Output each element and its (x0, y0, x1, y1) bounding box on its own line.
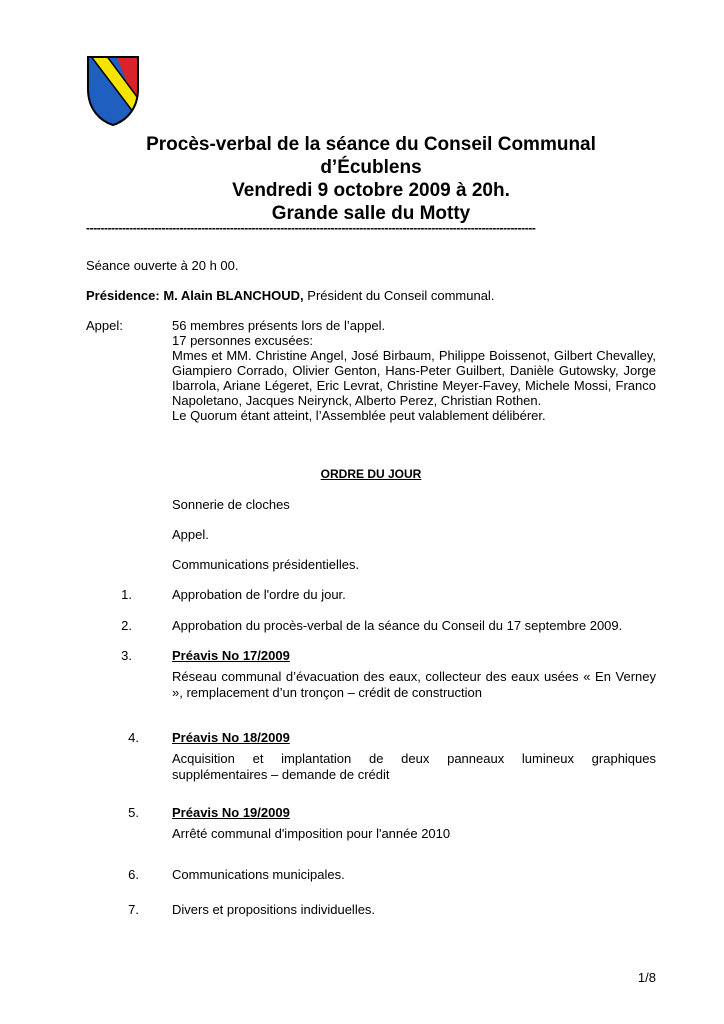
title-line: Procès-verbal de la séance du Conseil Communal (146, 134, 596, 155)
appel-label: Appel: (86, 318, 123, 333)
preavis-description: Réseau communal d’évacuation des eaux, collecteur des eaux usées « En Verney », remplacement d’un tronçon – crédit de construction (172, 669, 656, 700)
page-number: 1/8 (637, 970, 656, 985)
appel-excused-list: Mmes et MM. Christine Angel, José Birbaum, Philippe Boissenot, Gilbert Chevalley, Giampiero Corrado, Olivier Genton, Hans-Peter Guilbert, Danièle Gutowsky, Jorge Ibarrola, Ariane Légeret, Eric Levrat, Christine Meyer-Favey, Michele Mossi, Franco Napoletano, Jacques Neirynck, Alberto Perez, Christian Rothen. (172, 348, 656, 408)
preavis-description: Acquisition et implantation de deux panneaux lumineux graphiques supplémentaires – demande de crédit (172, 751, 656, 782)
appel-line: 56 membres présents lors de l’appel. (172, 318, 386, 333)
appel-body (172, 318, 656, 423)
appel-line: 17 personnes excusées: (172, 333, 313, 348)
presidence-line (86, 288, 494, 303)
preavis-title: Préavis No 19/2009 (172, 805, 290, 820)
document-title (86, 133, 656, 225)
dashed-separator: ----------------------------------------------------------------------------------------------------------------------------- (86, 221, 536, 235)
agenda-item: Approbation de l'ordre du jour. (172, 587, 346, 602)
item-number: 4. (128, 730, 139, 745)
seance-opening: Séance ouverte à 20 h 00. (86, 258, 239, 273)
pre-item: Sonnerie de cloches (172, 497, 290, 512)
agenda-item: Approbation du procès-verbal de la séance du Conseil du 17 septembre 2009. (172, 618, 623, 633)
preavis-title: Préavis No 18/2009 (172, 730, 290, 745)
title-line: Vendredi 9 octobre 2009 à 20h. (232, 180, 510, 201)
item-number: 5. (128, 805, 139, 820)
item-number: 2. (121, 618, 132, 633)
title-line: Grande salle du Motty (271, 203, 471, 224)
title-line: d’Écublens (320, 157, 422, 178)
agenda-item: Communications municipales. (172, 867, 345, 882)
preavis-description: Arrêté communal d'imposition pour l'année 2010 (172, 826, 451, 841)
item-number: 3. (121, 648, 132, 663)
pre-item: Appel. (172, 527, 209, 542)
item-number: 6. (128, 867, 139, 882)
presidence-label: Présidence: M. Alain BLANCHOUD, (86, 288, 304, 303)
pre-item: Communications présidentielles. (172, 557, 360, 572)
agenda-item: Divers et propositions individuelles. (172, 902, 376, 917)
ecublens-coat-of-arms-icon (86, 55, 140, 127)
preavis-title: Préavis No 17/2009 (172, 648, 290, 663)
ordre-du-jour-heading: ORDRE DU JOUR (320, 467, 422, 481)
appel-line: Le Quorum étant atteint, l’Assemblée peut valablement délibérer. (172, 408, 546, 423)
item-number: 7. (128, 902, 139, 917)
item-number: 1. (121, 587, 132, 602)
presidence-text: Président du Conseil communal. (303, 288, 495, 303)
